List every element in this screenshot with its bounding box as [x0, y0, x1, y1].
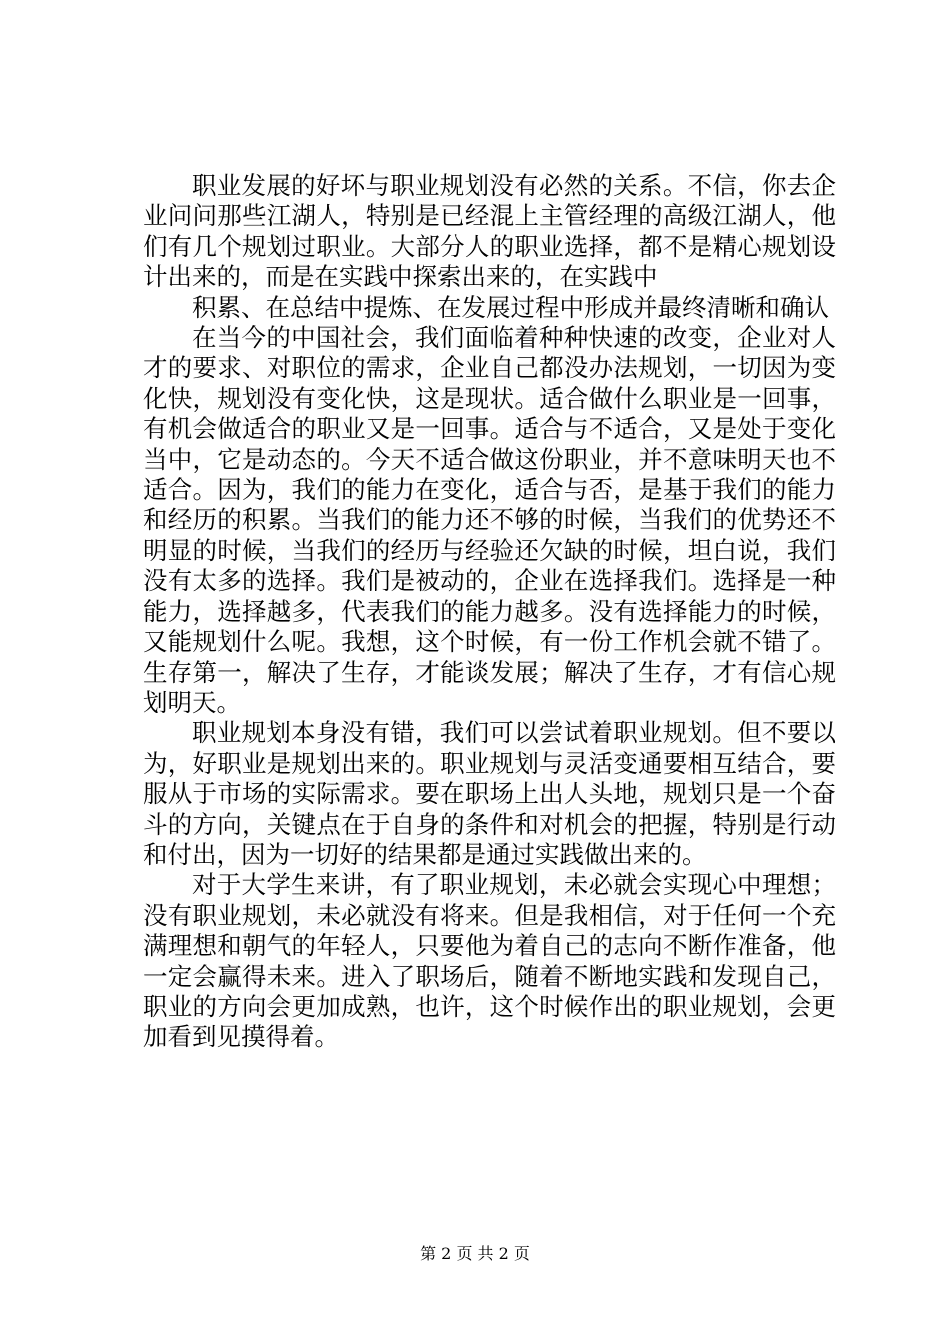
document-body: [143, 171, 836, 1053]
paragraph-2: 积累、在总结中提炼、在发展过程中形成并最终清晰和确认: [192, 292, 829, 322]
paragraph-3: 在当今的中国社会，我们面临着种种快速的改变，企业对人才的要求、对职位的需求，企业自己都没办法规划，一切因为变化快，规划没有变化快，这是现状。适合做什么职业是一回事，有机会做适合的职业又是一回事。适合与不适合，又是处于变化当中，它是动态的。今天不适合做这份职业，并不意味明天也不适合。因为，我们的能力在变化，适合与否，是基于我们的能力和经历的积累。当我们的能力还不够的时候，当我们的优势还不明显的时候，当我们的经历与经验还欠缺的时候，坦白说，我们没有太多的选择。我们是被动的，企业在选择我们。选择是一种能力，选择越多，代表我们的能力越多。没有选择能力的时候，又能规划什么呢。我想，这个时候，有一份工作机会就不错了。生存第一，解决了生存，才能谈发展；解决了生存，才有信心规划明天。: [143, 323, 836, 717]
paragraph-5: 对于大学生来讲，有了职业规划，未必就会实现心中理想；没有职业规划，未必就没有将来。但是我相信，对于任何一个充满理想和朝气的年轻人，只要他为着自己的志向不断作准备，他一定会赢得未来。进入了职场后，随着不断地实践和发现自己，职业的方向会更加成熟，也许，这个时候作出的职业规划，会更加看到见摸得着。: [143, 870, 836, 1052]
paragraph-1: 职业发展的好坏与职业规划没有必然的关系。不信，你去企业问问那些江湖人，特别是已经混上主管经理的高级江湖人，他们有几个规划过职业。大部分人的职业选择，都不是精心规划设计出来的，而是在实践中探索出来的，在实践中: [143, 171, 836, 292]
page-footer: 第 2 页 共 2 页: [420, 1244, 530, 1263]
paragraph-4: 职业规划本身没有错，我们可以尝试着职业规划。但不要以为，好职业是规划出来的。职业规划与灵活变通要相互结合，要服从于市场的实际需求。要在职场上出人头地，规划只是一个奋斗的方向，关键点在于自身的条件和对机会的把握，特别是行动和付出，因为一切好的结果都是通过实践做出来的。: [143, 718, 836, 869]
